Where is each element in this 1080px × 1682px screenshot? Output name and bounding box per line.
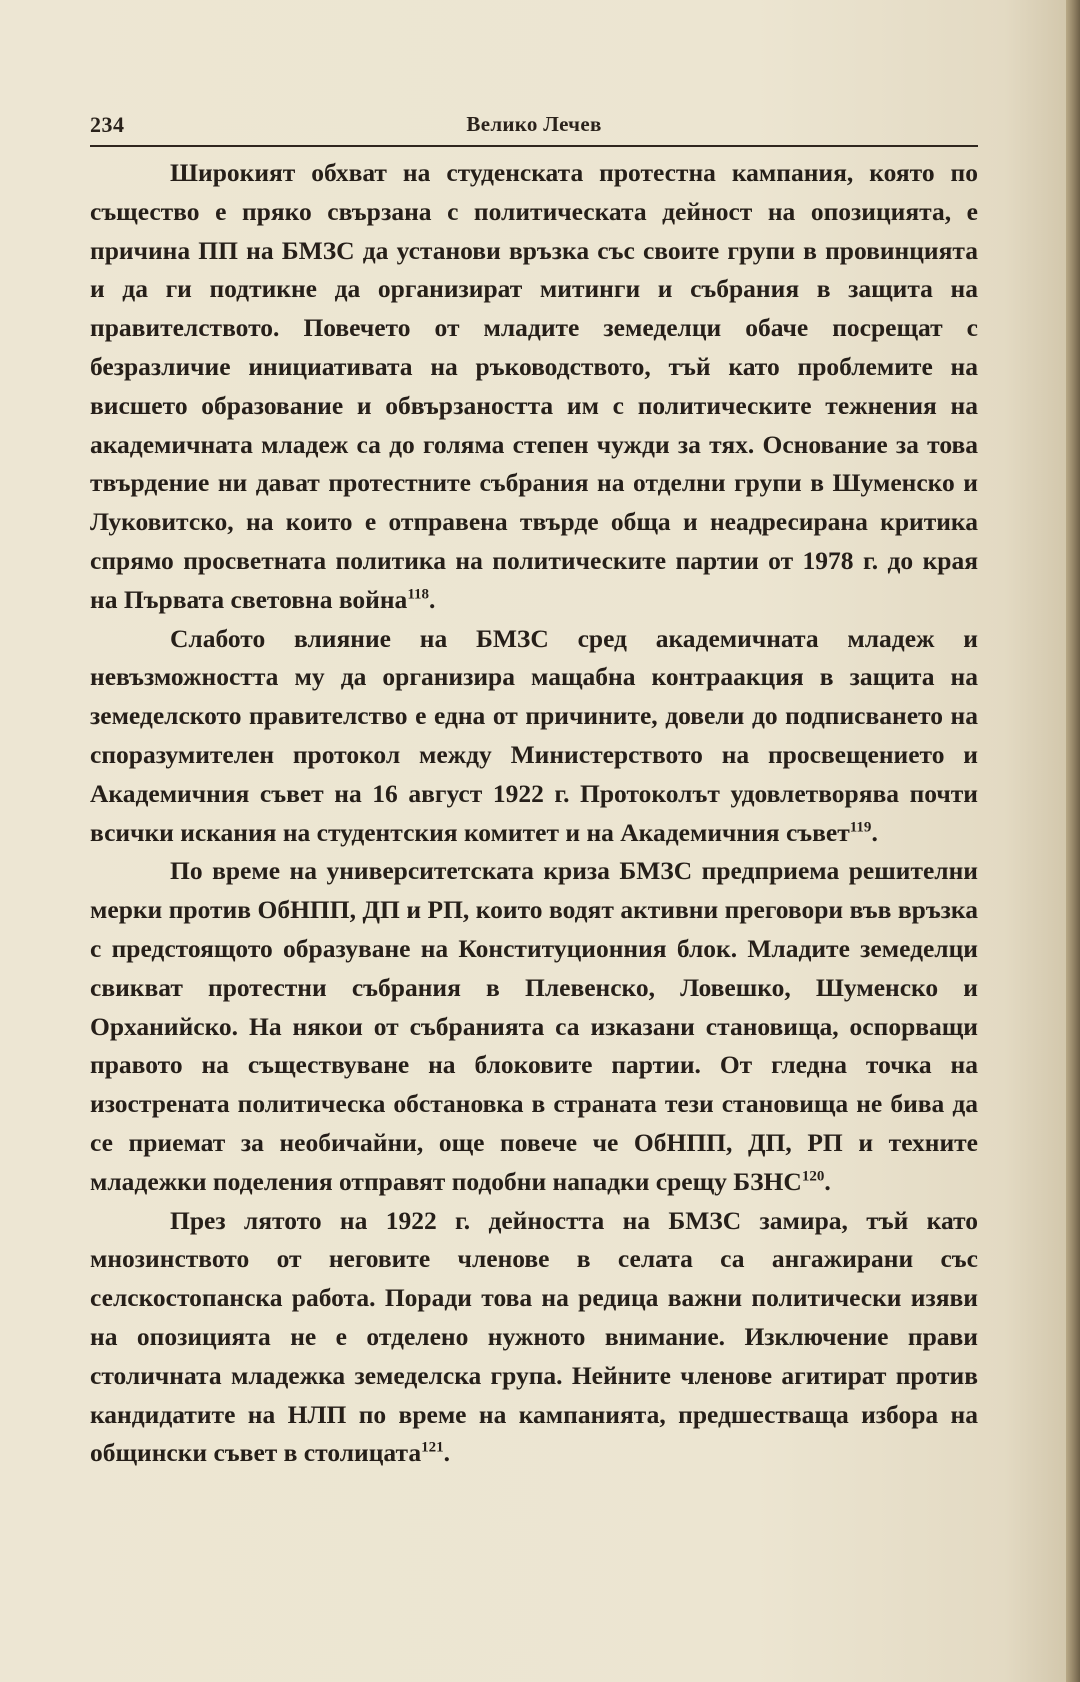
paragraph-end: . [443, 1438, 450, 1468]
page-edge-shadow [1066, 0, 1080, 1682]
paragraph-1 [90, 154, 978, 620]
paragraph-text: През лятото на 1922 г. дейността на БМЗС замира, тъй като мнозинството от неговите членове в селата са ангажирани със селскостопанска работа. Поради това на редица важни политически изяви на опозицията не е отделено нужното внимание. Изключение прави столичната младежка земеделска група. Нейните членове агитират против кандидатите на НЛП по време на кампанията, предшестваща избора на общински съвет в столицата [90, 1205, 978, 1468]
page-header [90, 106, 978, 140]
footnote-ref-121[interactable]: 121 [421, 1439, 444, 1456]
running-title: Велико Лечев [466, 112, 602, 136]
paragraph-text: По време на университетската криза БМЗС предприема решителни мерки против ОбНПП, ДП и РП, които водят активни преговори във връзка с предстоящото образуване на Конституционния блок. Младите земеделци свикват протестни събрания в Плевенско, Ловешко, Шуменско и Орханийско. На някои от събранията са изказани становища, оспорващи правото на съществуване на блоковите партии. От гледна точка на изострената политическа обстановка в страната тези становища не бива да се приемат за необичайни, още повече че ОбНПП, ДП, РП и техните младежки поделения отправят подобни нападки срещу БЗНС [90, 856, 978, 1196]
header-rule [90, 145, 978, 147]
paragraph-end: . [429, 584, 436, 614]
paragraph-2 [90, 620, 978, 853]
paragraph-4 [90, 1202, 978, 1474]
page-number: 234 [90, 112, 125, 137]
paragraph-text: Широкият обхват на студенската протестна кампания, която по същество е пряко свързана с политическата дейност на опозицията, е причина ПП на БМЗС да установи връзка със своите групи в провинцията и да ги подтикне да организират митинги и събрания в защита на правителството. Повечето от младите земеделци обаче посрещат с безразличие инициативата на ръководството, тъй като проблемите на висшето образование и обвързаността им с политическите тежнения на академичната младеж са до голяма степен чужди за тях. Основание за това твърдение ни дават протестните събрания на отделни групи в Шуменско и Луковитско, на които е отправена твърде обща и неадресирана критика спрямо просветната политика на политическите партии от 1978 г. до края на Първата световна война [90, 158, 978, 614]
paragraph-text: Слабото влияние на БМЗС сред академичната младеж и невъзможността му да организира мащабна контраакция в защита на земеделското правителство е една от причините, довели до подписването на споразумителен протокол между Министерството на просвещението и Академичния съвет на 16 август 1922 г. Протоколът удовлетворява почти всички искания на студентския комитет и на Академичния съвет [90, 623, 978, 847]
footnote-ref-120[interactable]: 120 [801, 1168, 825, 1185]
body-text [90, 154, 978, 1473]
footnote-ref-119[interactable]: 119 [849, 819, 872, 836]
paragraph-end: . [871, 817, 878, 847]
footnote-ref-118[interactable]: 118 [407, 586, 429, 603]
paragraph-3 [90, 852, 978, 1201]
paragraph-end: . [824, 1166, 831, 1196]
